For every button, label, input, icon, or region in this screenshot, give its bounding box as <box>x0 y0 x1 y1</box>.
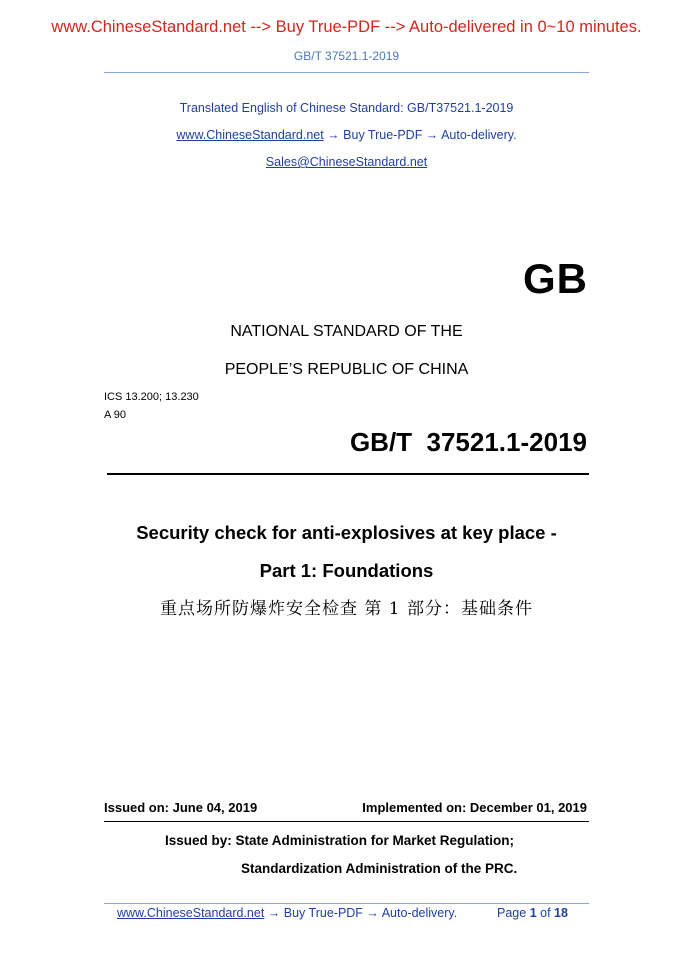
running-header-doc-number: GB/T 37521.1-2019 <box>293 49 400 63</box>
footer-chinesestandard-link[interactable]: www.ChineseStandard.net <box>117 906 265 920</box>
issued-on-date: Issued on: June 04, 2019 <box>104 800 258 815</box>
footer-promo-rest: → Buy True-PDF → Auto-delivery. <box>264 906 458 920</box>
footer-promo <box>117 906 457 920</box>
translation-note-line1: Translated English of Chinese Standard: GB/T37521.1-2019 <box>179 101 514 115</box>
translation-note-line3 <box>0 155 693 169</box>
implemented-on-date: Implemented on: December 01, 2019 <box>362 800 587 815</box>
chinesestandard-link[interactable]: www.ChineseStandard.net <box>176 128 324 142</box>
national-standard-line2: PEOPLE’S REPUBLIC OF CHINA <box>224 361 469 378</box>
title-line1: Security check for anti-explosives at key place - <box>136 522 557 543</box>
top-promo-banner-text[interactable]: www.ChineseStandard.net --> Buy True-PDF --> Auto-delivered in 0~10 minutes. <box>51 18 642 36</box>
page-current: 1 <box>529 906 537 920</box>
title-divider <box>107 473 589 475</box>
dates-divider <box>104 821 589 822</box>
page-indicator <box>497 906 568 920</box>
sales-email-link[interactable]: Sales@ChineseStandard.net <box>265 155 428 169</box>
footer-divider <box>104 903 589 904</box>
ics-code: ICS 13.200; 13.230 <box>104 391 199 403</box>
issued-by-line1: Issued by: State Administration for Market Regulation; <box>165 833 515 848</box>
translation-note-line2-rest: → Buy True-PDF → Auto-delivery. <box>323 128 517 142</box>
page-total: 18 <box>554 906 568 920</box>
classification-code: A 90 <box>104 409 127 421</box>
translation-note-line2 <box>0 128 693 142</box>
issued-by-line2: Standardization Administration of the PRC. <box>241 861 518 876</box>
title-chinese: 重点场所防爆炸安全检查 第 1 部分：基础条件 <box>159 599 534 619</box>
standard-number: GB/T 37521.1-2019 <box>349 427 587 457</box>
gb-mark: GB <box>523 255 588 302</box>
title-line2: Part 1: Foundations <box>259 560 434 581</box>
header-divider <box>104 72 589 73</box>
national-standard-line1: NATIONAL STANDARD OF THE <box>230 323 463 340</box>
page-of: of <box>540 906 551 920</box>
page-label: Page <box>497 906 527 920</box>
top-promo-banner[interactable] <box>0 18 693 37</box>
